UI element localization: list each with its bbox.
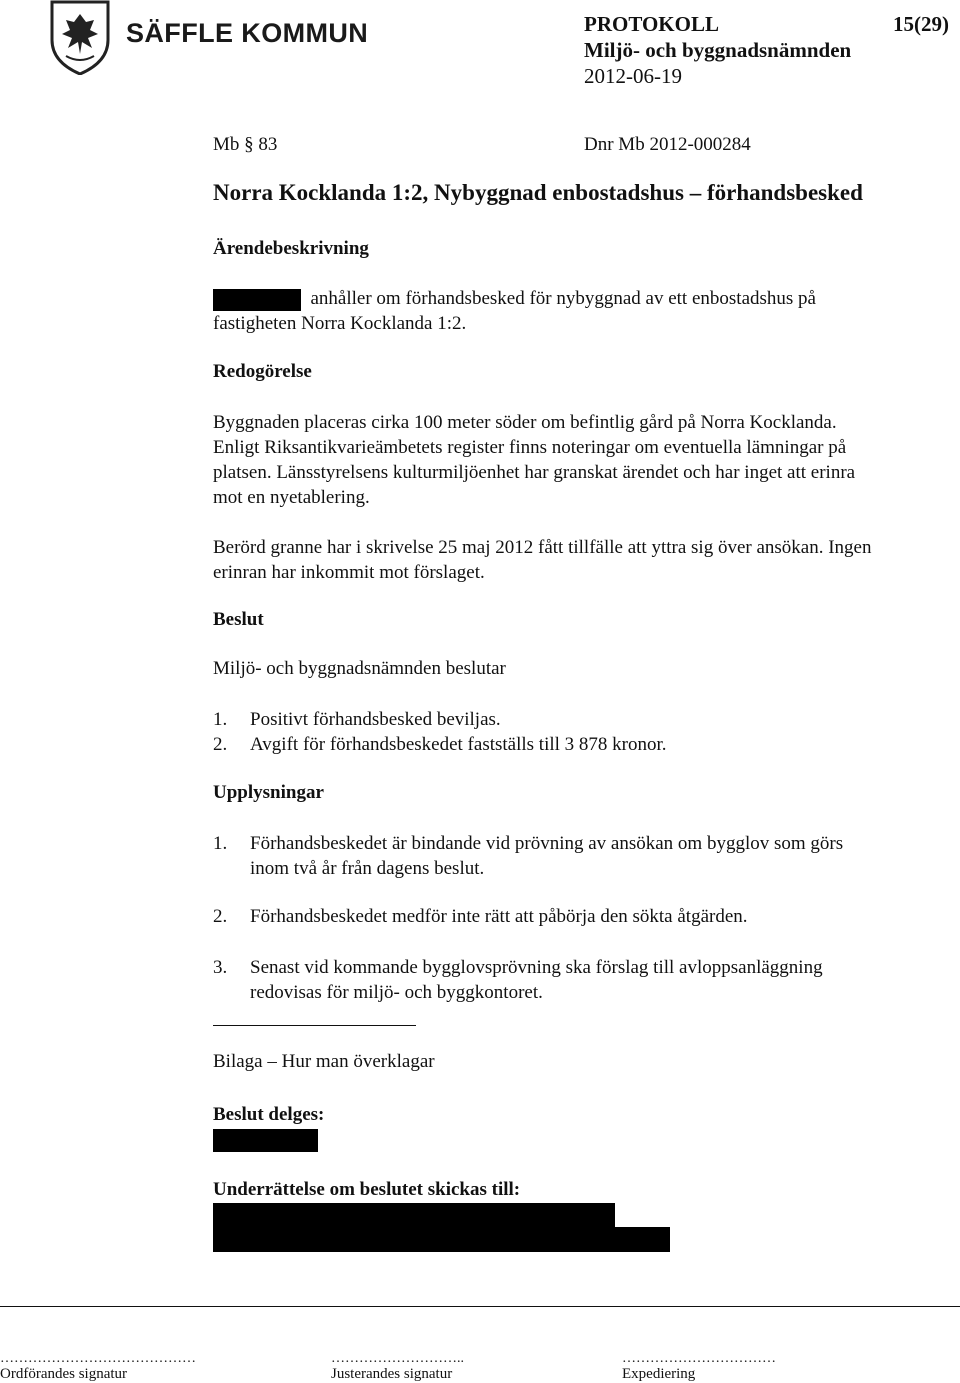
redacted-applicant xyxy=(213,289,301,311)
section-divider xyxy=(213,1025,416,1026)
redacted-notify-recipient xyxy=(213,1227,670,1252)
redacted-notify-recipient xyxy=(213,1203,615,1228)
text-line: Berörd granne har i skrivelse 25 maj 2012 fått tillfälle att yttra sig över ansökan. Ingen xyxy=(213,537,872,558)
text-line: mot en nyetablering. xyxy=(213,487,370,508)
signature-line-adjuster: ……………………….. xyxy=(331,1351,464,1366)
description-line: fastigheten Norra Kocklanda 1:2. xyxy=(213,313,467,334)
text-line: redovisas för miljö- och byggkontoret. xyxy=(250,982,543,1003)
notify-heading: Underrättelse om beslutet skickas till: xyxy=(213,1179,521,1200)
account-heading: Redogörelse xyxy=(213,361,312,382)
attachment-note: Bilaga – Hur man överklagar xyxy=(213,1051,435,1072)
item-text: Avgift för förhandsbeskedet fastställs till 3 878 kronor. xyxy=(250,734,667,755)
item-number: 2. xyxy=(213,734,228,755)
item-number: 2. xyxy=(213,906,228,927)
signature-line-dispatch: …………………………… xyxy=(622,1351,776,1366)
description-text: anhåller om förhandsbesked för nybyggnad av ett enbostadshus på xyxy=(310,288,816,309)
text-line: erinran har inkommit mot förslaget. xyxy=(213,562,485,583)
text-line: Senast vid kommande bygglovsprövning ska förslag till avloppsanläggning xyxy=(250,957,823,978)
document-type: PROTOKOLL xyxy=(584,12,719,36)
description-line xyxy=(213,286,958,311)
text-line: Förhandsbeskedet är bindande vid prövning av ansökan om bygglov som görs xyxy=(250,833,844,854)
item-text xyxy=(250,955,950,1005)
footer-divider xyxy=(0,1306,960,1307)
adjuster-signature-label: Justerandes signatur xyxy=(331,1366,453,1382)
text-line: inom två år från dagens beslut. xyxy=(250,858,485,879)
signature-line-chair: …………………………………… xyxy=(0,1351,196,1366)
item-number: 3. xyxy=(213,957,228,978)
paragraph-number: Mb § 83 xyxy=(213,134,278,155)
text-line: Förhandsbeskedet medför inte rätt att påbörja den sökta åtgärden. xyxy=(250,906,748,927)
decision-heading: Beslut xyxy=(213,609,264,630)
municipality-name: SÄFFLE KOMMUN xyxy=(126,18,369,48)
info-heading: Upplysningar xyxy=(213,782,324,803)
item-text xyxy=(250,904,950,929)
committee-name: Miljö- och byggnadsnämnden xyxy=(584,38,852,62)
description-paragraph xyxy=(213,286,958,336)
item-number: 1. xyxy=(213,833,228,854)
text-line: Byggnaden placeras cirka 100 meter söder om befintlig gård på Norra Kocklanda. xyxy=(213,412,837,433)
text-line: platsen. Länsstyrelsens kulturmiljöenhet har granskat ärendet och har inget att erinra xyxy=(213,462,856,483)
description-heading: Ärendebeskrivning xyxy=(213,238,369,259)
item-text xyxy=(250,831,950,881)
meeting-date: 2012-06-19 xyxy=(584,64,682,88)
account-paragraph-1 xyxy=(213,410,958,510)
decision-intro: Miljö- och byggnadsnämnden beslutar xyxy=(213,658,506,679)
account-paragraph-2 xyxy=(213,535,958,585)
redacted-recipient xyxy=(213,1129,318,1152)
chair-signature-label: Ordförandes signatur xyxy=(0,1366,128,1382)
page-number: 15(29) xyxy=(893,12,949,36)
item-text: Positivt förhandsbesked beviljas. xyxy=(250,709,501,730)
text-line: Enligt Riksantikvarieämbetets register finns noteringar om eventuella lämningar på xyxy=(213,437,847,458)
case-title: Norra Kocklanda 1:2, Nybyggnad enbostadshus – förhandsbesked xyxy=(213,180,863,205)
case-number: Dnr Mb 2012-000284 xyxy=(584,134,751,155)
municipal-coat-of-arms-logo xyxy=(22,0,117,75)
dispatch-label: Expediering xyxy=(622,1366,696,1382)
delivered-heading: Beslut delges: xyxy=(213,1104,325,1125)
item-number: 1. xyxy=(213,709,228,730)
